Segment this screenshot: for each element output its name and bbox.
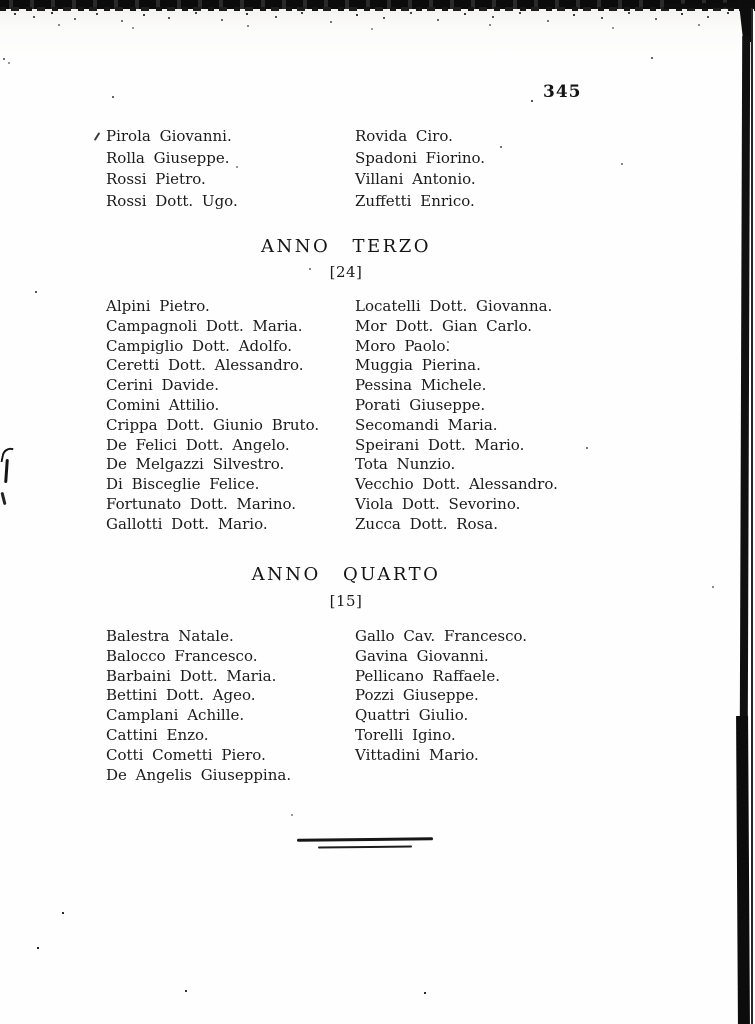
stray-ink-tick: [94, 132, 100, 141]
name-list-item: Zucca Dott. Rosa.: [355, 514, 498, 533]
name-list-item: Rovida Ciro.: [355, 127, 453, 145]
name-list-item: Alpini Pietro.: [106, 297, 210, 315]
name-list-item: Gallotti Dott. Mario.: [106, 514, 268, 533]
margin-ink-mark: [4, 459, 9, 483]
name-list-item: Mor Dott. Gian Carlo.: [355, 316, 533, 335]
name-list-item: Balocco Francesco.: [106, 646, 258, 665]
name-list-item: Porati Giuseppe.: [355, 395, 486, 414]
name-list-column: [355, 126, 615, 212]
name-list-item: Moro Paolo.: [355, 336, 451, 355]
page-number: 345: [543, 82, 582, 102]
name-list-item: Campiglio Dott. Adolfo.: [106, 336, 293, 355]
name-list-column: [106, 126, 366, 212]
name-list-item: Rolla Giuseppe.: [106, 148, 230, 167]
name-list-item: Gallo Cav. Francesco.: [355, 627, 528, 645]
name-list-item: Pozzi Giuseppe.: [355, 686, 479, 705]
section-divider-rule: [297, 837, 433, 841]
name-list-item: Muggia Pierina.: [355, 356, 481, 375]
name-list-item: Bettini Dott. Ageo.: [106, 686, 256, 705]
name-list-item: De Felici Dott. Angelo.: [106, 435, 290, 454]
section-heading-anno-terzo: ANNO TERZO: [261, 236, 431, 257]
name-list-item: Cerini Davide.: [106, 376, 220, 395]
name-list-item: Balestra Natale.: [106, 627, 234, 645]
name-list-item: Cotti Cometti Piero.: [106, 745, 266, 764]
name-list-item: Locatelli Dott. Giovanna.: [355, 297, 553, 315]
name-list-item: Campagnoli Dott. Maria.: [106, 316, 303, 335]
name-list-item: Torelli Igino.: [355, 725, 456, 744]
name-list-item: Camplani Achille.: [106, 706, 245, 725]
name-list-item: De Angelis Giuseppina.: [106, 765, 292, 784]
scan-edge-right-thin-line: [751, 8, 753, 1024]
name-list-column: [106, 627, 366, 785]
name-list-item: Viola Dott. Sevorino.: [355, 494, 521, 513]
name-list-item: Cattini Enzo.: [106, 725, 209, 744]
name-list-item: Pessina Michele.: [355, 376, 487, 395]
name-list-item: Zuffetti Enrico.: [355, 191, 475, 210]
section-count-anno-terzo: [24]: [329, 263, 363, 281]
scan-edge-right-middle: [740, 36, 750, 726]
section-heading-anno-quarto: ANNO QUARTO: [251, 564, 441, 585]
name-list-item: Comini Attilio.: [106, 395, 220, 414]
name-list-item: Quattri Giulio.: [355, 706, 469, 725]
margin-ink-mark: [0, 492, 6, 505]
name-list-item: Speirani Dott. Mario.: [355, 435, 525, 454]
name-list-item: Fortunato Dott. Marino.: [106, 494, 297, 513]
name-list-item: Rossi Pietro.: [106, 170, 206, 189]
name-list-item: Pirola Giovanni.: [106, 127, 232, 145]
name-list-item: Barbaini Dott. Maria.: [106, 666, 277, 685]
name-list-item: Villani Antonio.: [355, 170, 476, 189]
name-list-item: Crippa Dott. Giunio Bruto.: [106, 415, 320, 434]
scan-specks: [0, 0, 2, 2]
section-divider-rule: [318, 846, 412, 849]
section-count-anno-quarto: [15]: [329, 592, 363, 610]
name-list-item: Vittadini Mario.: [355, 745, 479, 764]
name-list-item: Vecchio Dott. Alessandro.: [355, 475, 558, 494]
name-list-item: Ceretti Dott. Alessandro.: [106, 356, 304, 375]
name-list-item: Di Bisceglie Felice.: [106, 475, 260, 494]
name-list-column: [355, 627, 615, 766]
name-list-item: Spadoni Fiorino.: [355, 148, 486, 167]
name-list-item: Pellicano Raffaele.: [355, 666, 500, 685]
name-list-item: Tota Nunzio.: [355, 455, 456, 474]
name-list-item: De Melgazzi Silvestro.: [106, 455, 285, 474]
name-list-column: [106, 297, 366, 535]
name-list-item: Rossi Dott. Ugo.: [106, 191, 238, 210]
name-list-column: [355, 297, 615, 535]
name-list-item: Secomandi Maria.: [355, 415, 498, 434]
name-list-item: Gavina Giovanni.: [355, 646, 489, 665]
scan-edge-top-ragged: [0, 7, 755, 11]
scan-edge-right-bottom: [736, 716, 750, 1024]
